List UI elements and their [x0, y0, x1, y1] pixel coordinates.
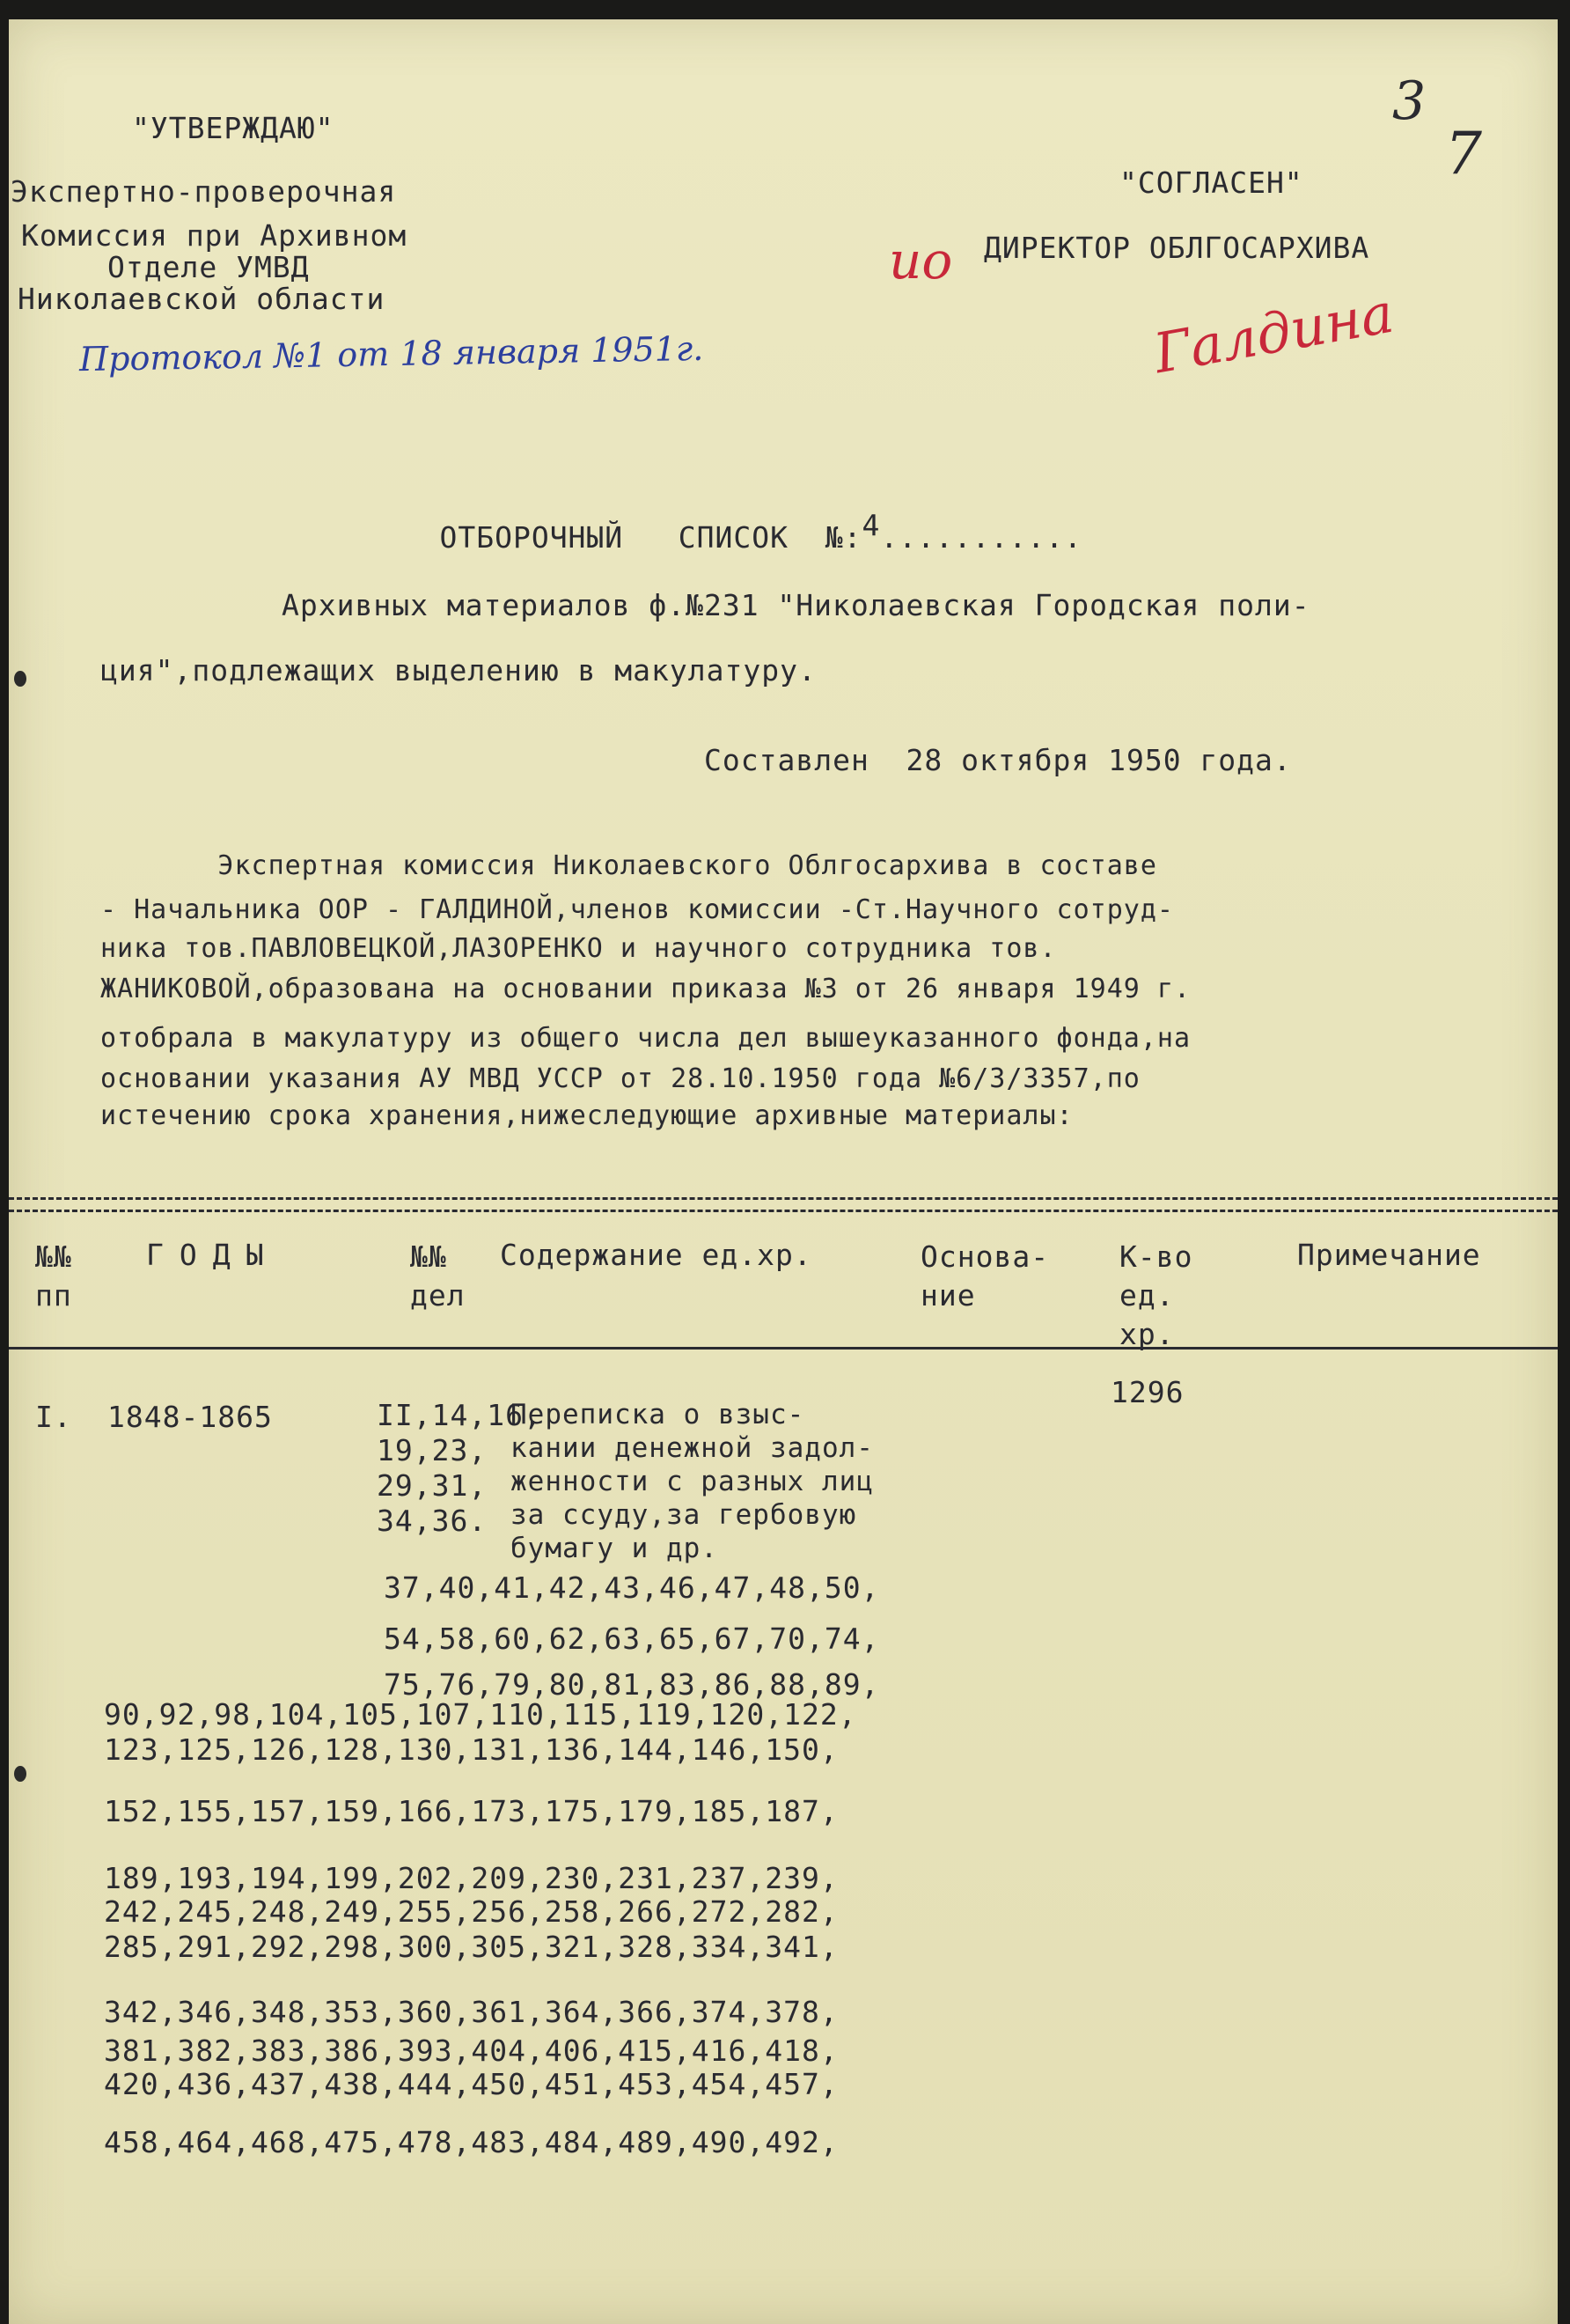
- content-line-5: бумагу и др.: [510, 1533, 718, 1564]
- case-line-6: 152,155,157,159,166,173,175,179,185,187,: [104, 1794, 839, 1828]
- header-count-line-3: хр.: [1119, 1317, 1175, 1351]
- case-lead-2: 19,23,: [377, 1433, 488, 1467]
- approve-title: "УТВЕРЖДАЮ": [132, 111, 334, 145]
- binding-hole-mark: [14, 1766, 26, 1782]
- case-line-4: 90,92,98,104,105,107,110,115,119,120,122,: [104, 1697, 857, 1732]
- header-cases-line-1: №№: [410, 1239, 447, 1274]
- case-line-7: 189,193,194,199,202,209,230,231,237,239,: [104, 1861, 839, 1895]
- composed-date: Составлен 28 октября 1950 года.: [704, 743, 1292, 777]
- case-line-11: 381,382,383,386,393,404,406,415,416,418,: [104, 2034, 839, 2068]
- case-line-2: 54,58,60,62,63,65,67,70,74,: [384, 1622, 880, 1656]
- table-top-rule-double: [9, 1210, 1558, 1212]
- header-content: Содержание ед.хр.: [500, 1238, 812, 1272]
- header-note: Примечание: [1297, 1238, 1481, 1272]
- director-position: ДИРЕКТОР ОБЛГОСАРХИВА: [984, 231, 1370, 265]
- subtitle-line-2: ция",подлежащих выделению в макулатуру.: [100, 653, 817, 688]
- content-line-3: женности с разных лиц: [510, 1466, 874, 1497]
- header-basis: [921, 1238, 1049, 1315]
- director-signature: Галдина: [1148, 280, 1398, 386]
- header-years: ГОДЫ: [146, 1238, 280, 1272]
- case-line-8: 242,245,248,249,255,256,258,266,272,282,: [104, 1894, 839, 1929]
- body-line-1: Экспертная комиссия Николаевского Облгосархива в составе: [100, 850, 1157, 881]
- list-title-label: ОТБОРОЧНЫЙ СПИСОК №:: [439, 520, 862, 555]
- list-title: [366, 486, 1082, 589]
- approve-line-4: Николаевской области: [18, 282, 385, 316]
- table-top-rule: [9, 1197, 1558, 1200]
- header-count-line-2: ед.: [1119, 1278, 1175, 1313]
- case-lead-3: 29,31,: [377, 1468, 488, 1503]
- body-line-2: - Начальника ООР - ГАЛДИНОЙ,членов комиссии -Ст.Научного сотруд-: [100, 894, 1174, 925]
- content-line-1: Переписка о взыс-: [510, 1399, 805, 1430]
- body-line-7: истечению срока хранения,нижеследующие архивные материалы:: [100, 1100, 1074, 1131]
- document-page: [9, 19, 1558, 2324]
- case-lead-4: 34,36.: [377, 1504, 488, 1538]
- header-cases-line-2: дел: [410, 1278, 466, 1313]
- approve-line-1: Экспертно-проверочная: [11, 174, 397, 209]
- list-number-dots: ...........: [880, 520, 1082, 555]
- body-line-6: основании указания АУ МВД УССР от 28.10.1950 года №6/3/3357,по: [100, 1063, 1141, 1094]
- binding-hole-mark: [14, 671, 26, 687]
- case-line-12: 420,436,437,438,444,450,451,453,454,457,: [104, 2067, 839, 2101]
- agree-title: "СОГЛАСЕН": [1119, 165, 1303, 200]
- case-line-10: 342,346,348,353,360,361,364,366,374,378,: [104, 1995, 839, 2029]
- approve-line-3: Отделе УМВД: [107, 250, 310, 284]
- row-years: 1848-1865: [107, 1400, 273, 1434]
- acting-prefix-handwritten: ио: [889, 231, 953, 290]
- header-cases: [410, 1238, 466, 1315]
- list-number: 4: [862, 508, 881, 542]
- body-line-5: отобрала в макулатуру из общего числа дел вышеуказанного фонда,на: [100, 1023, 1191, 1054]
- sheet-number-side: 7: [1445, 120, 1482, 188]
- header-num: [35, 1238, 72, 1315]
- case-line-3: 75,76,79,80,81,83,86,88,89,: [384, 1667, 880, 1702]
- table-header-bottom-rule: [9, 1347, 1558, 1350]
- header-basis-line-2: ние: [921, 1278, 976, 1313]
- protocol-handwritten-note: Протокол №1 от 18 января 1951г.: [78, 328, 704, 379]
- body-line-4: ЖАНИКОВОЙ,образована на основании приказа №3 от 26 января 1949 г.: [100, 974, 1191, 1004]
- content-line-2: кании денежной задол-: [510, 1432, 874, 1464]
- case-line-1: 37,40,41,42,43,46,47,48,50,: [384, 1570, 880, 1605]
- body-line-3: ника тов.ПАВЛОВЕЦКОЙ,ЛАЗОРЕНКО и научного сотрудника тов.: [100, 933, 1057, 964]
- header-num-line-2: пп: [35, 1278, 72, 1313]
- row-num: I.: [35, 1400, 72, 1434]
- approve-line-2: Комиссия при Архивном: [21, 218, 407, 253]
- case-lead-1: II,14,16,: [377, 1398, 542, 1432]
- header-count: [1119, 1238, 1192, 1354]
- case-line-5: 123,125,126,128,130,131,136,144,146,150,: [104, 1732, 839, 1767]
- case-line-13: 458,464,468,475,478,483,484,489,490,492,: [104, 2125, 839, 2159]
- sheet-number-top: 3: [1392, 70, 1427, 132]
- row-count: 1296: [1111, 1375, 1185, 1409]
- subtitle-line-1: Архивных материалов ф.№231 "Николаевская Городская поли-: [282, 588, 1310, 622]
- row-content: [510, 1398, 874, 1565]
- header-num-line-1: №№: [35, 1239, 72, 1274]
- header-count-line-1: К-во: [1119, 1239, 1193, 1274]
- content-line-4: за ссуду,за гербовую: [510, 1499, 857, 1531]
- header-basis-line-1: Основа-: [921, 1239, 1050, 1274]
- case-line-9: 285,291,292,298,300,305,321,328,334,341,: [104, 1930, 839, 1964]
